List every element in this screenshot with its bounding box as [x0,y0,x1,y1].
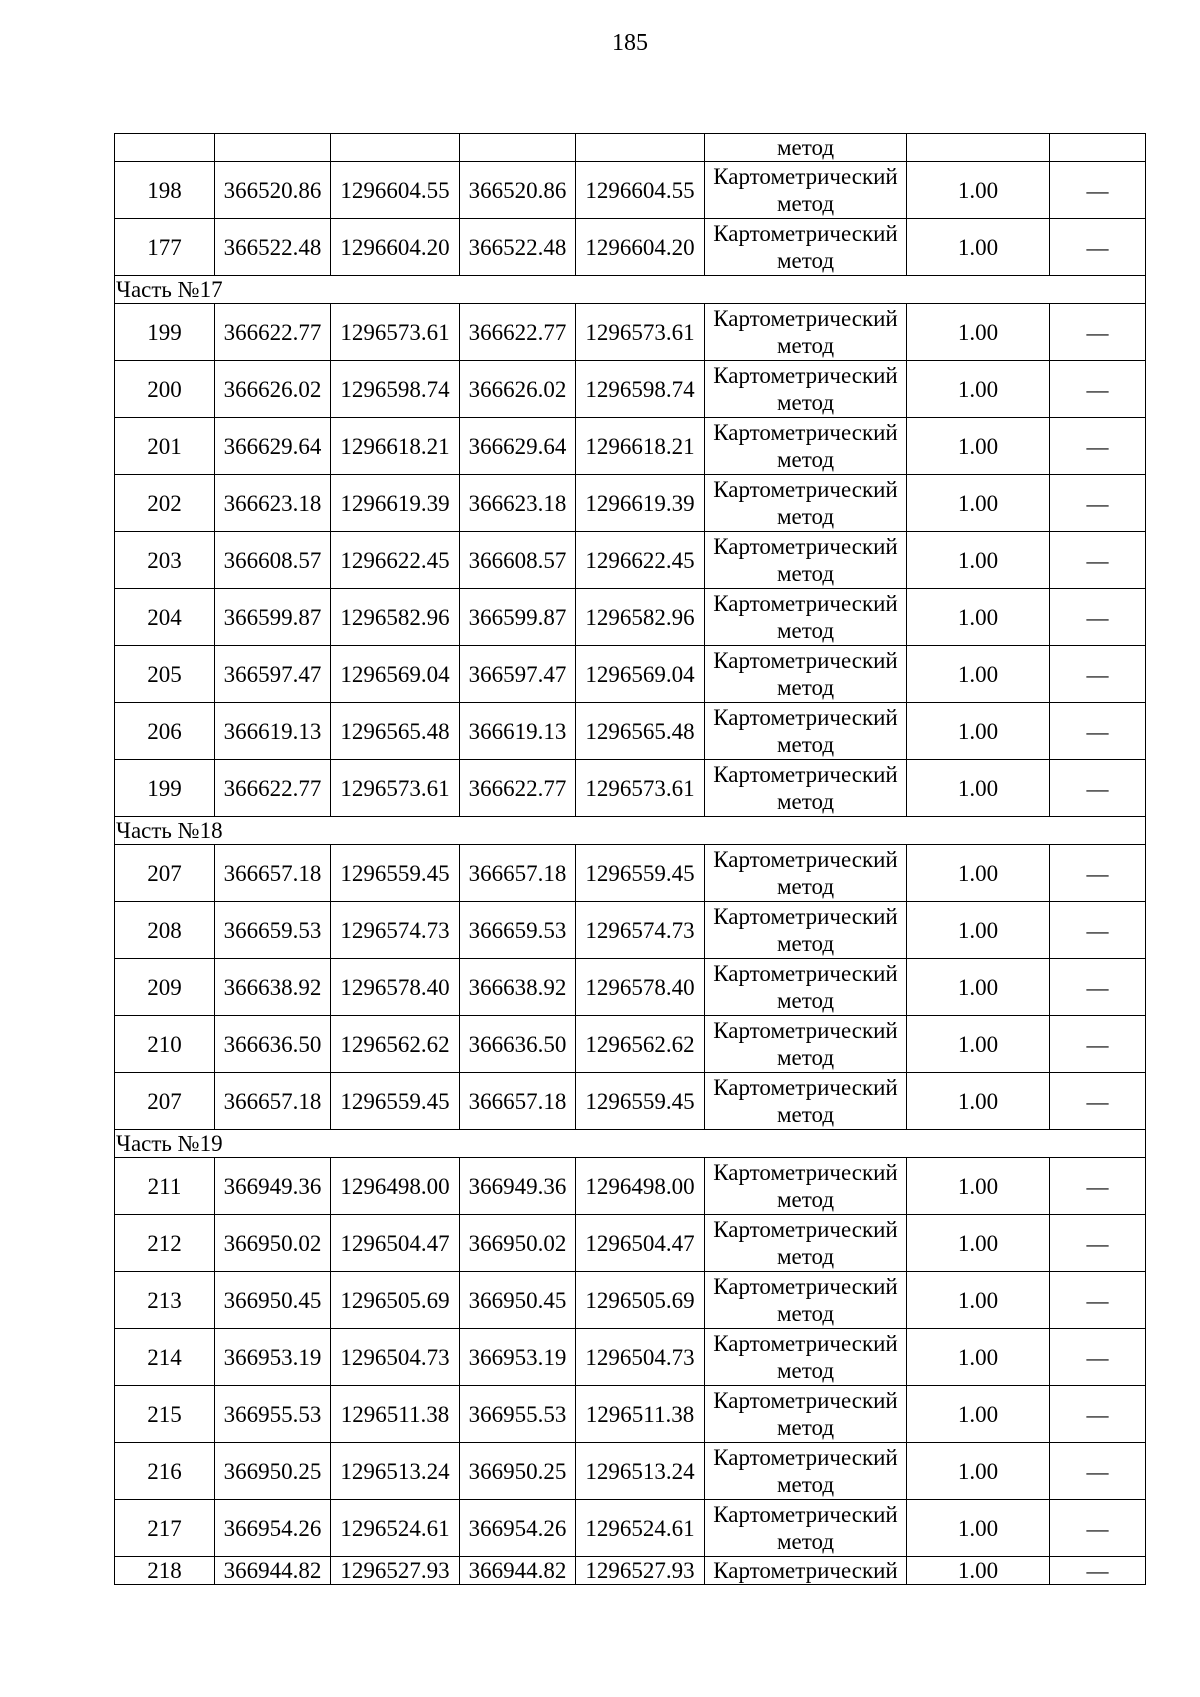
accuracy-cell: 1.00 [907,1443,1050,1500]
accuracy-cell: 1.00 [907,304,1050,361]
method-line-1: Картометрический [713,1502,898,1527]
x-new-cell: 366622.77 [460,760,576,817]
x-new-cell: 366619.13 [460,703,576,760]
x-new-cell: 366955.53 [460,1386,576,1443]
description-cell: — [1050,646,1146,703]
y-new-cell: 1296527.93 [576,1557,705,1585]
x-old-cell: 366636.50 [215,1016,331,1073]
x-new-cell: 366520.86 [460,162,576,219]
y-old-cell: 1296511.38 [331,1386,460,1443]
method-line-1: Картометрический [713,1558,898,1583]
method-line-1: Картометрический [713,847,898,872]
accuracy-cell: 1.00 [907,475,1050,532]
method-line-2: метод [776,874,835,899]
x-new-cell: 366626.02 [460,361,576,418]
description-cell: — [1050,1016,1146,1073]
x-old-cell: 366622.77 [215,304,331,361]
point-number-cell: 177 [115,219,215,276]
point-number-cell: 202 [115,475,215,532]
method-line-1: Картометрический [713,363,898,388]
description-cell: — [1050,304,1146,361]
point-number-cell: 214 [115,1329,215,1386]
description-cell: — [1050,162,1146,219]
y-new-cell: 1296504.47 [576,1215,705,1272]
table-row [115,475,1146,532]
y-old-cell: 1296527.93 [331,1557,460,1585]
y-new-cell: 1296604.20 [576,219,705,276]
description-cell: — [1050,845,1146,902]
y-old-cell: 1296513.24 [331,1443,460,1500]
y-new-cell: 1296604.55 [576,162,705,219]
method-line-2: метод [776,931,835,956]
point-number-cell: 212 [115,1215,215,1272]
method-cell [705,703,907,760]
x-new-cell: 366954.26 [460,1500,576,1557]
method-line-1: Картометрический [713,904,898,929]
method-line-2: метод [776,1415,835,1440]
method-cell [705,162,907,219]
method-cell [705,1329,907,1386]
method-line-2: метод [776,1301,835,1326]
x-old-cell: 366623.18 [215,475,331,532]
x-new-cell: 366950.25 [460,1443,576,1500]
y-new-cell: 1296524.61 [576,1500,705,1557]
x-old-cell: 366954.26 [215,1500,331,1557]
accuracy-cell: 1.00 [907,532,1050,589]
x-new-cell: 366623.18 [460,475,576,532]
x-new-cell: 366608.57 [460,532,576,589]
x-old-cell: 366619.13 [215,703,331,760]
y-new-cell: 1296565.48 [576,703,705,760]
y-new-cell: 1296559.45 [576,845,705,902]
x-old-cell: 366638.92 [215,959,331,1016]
point-number-cell: 208 [115,902,215,959]
point-number-cell: 207 [115,845,215,902]
x-old-cell: 366950.02 [215,1215,331,1272]
y-old-cell: 1296559.45 [331,1073,460,1130]
y-new-cell: 1296505.69 [576,1272,705,1329]
table-row [115,418,1146,475]
y-new-cell: 1296578.40 [576,959,705,1016]
accuracy-cell: 1.00 [907,703,1050,760]
description-cell: — [1050,1500,1146,1557]
method-line-2: метод [776,1529,835,1554]
point-number-cell: 213 [115,1272,215,1329]
y-old-cell: 1296559.45 [331,845,460,902]
x-new-cell: 366657.18 [460,1073,576,1130]
x-new-cell: 366950.02 [460,1215,576,1272]
method-line-2: метод [776,1187,835,1212]
section-header-row [115,1130,1146,1158]
method-line-1: Картометрический [713,1018,898,1043]
method-line-2: метод [776,1358,835,1383]
accuracy-cell: 1.00 [907,1329,1050,1386]
table-row [115,532,1146,589]
point-number-cell: 209 [115,959,215,1016]
method-line-1: Картометрический [713,534,898,559]
y-old-cell: 1296598.74 [331,361,460,418]
method-line-2: метод [776,988,835,1013]
table-row [115,1500,1146,1557]
y-new-cell: 1296573.61 [576,760,705,817]
description-cell: — [1050,1272,1146,1329]
section-title: Часть №17 [115,276,1146,304]
table-row [115,959,1146,1016]
method-cell [705,532,907,589]
method-line-2: метод [776,561,835,586]
description-cell: — [1050,902,1146,959]
y-old-cell: 1296573.61 [331,304,460,361]
y-old-cell: 1296622.45 [331,532,460,589]
method-line-1: Картометрический [713,1217,898,1242]
accuracy-cell: 1.00 [907,1386,1050,1443]
description-cell: — [1050,418,1146,475]
method-line-1: Картометрический [713,1160,898,1185]
description-cell: — [1050,760,1146,817]
accuracy-cell: 1.00 [907,1158,1050,1215]
description-cell: — [1050,1158,1146,1215]
table-row [115,1386,1146,1443]
method-line-1: Картометрический [713,477,898,502]
method-cell [705,589,907,646]
y-new-cell: 1296574.73 [576,902,705,959]
method-line-1: Картометрический [713,1331,898,1356]
accuracy-cell: 1.00 [907,1073,1050,1130]
table-row [115,1215,1146,1272]
y-new-cell: 1296498.00 [576,1158,705,1215]
method-cell [705,760,907,817]
description-cell: — [1050,219,1146,276]
table-row [115,1016,1146,1073]
point-number-cell: 199 [115,304,215,361]
method-line-1: Картометрический [713,762,898,787]
y-new-cell: 1296622.45 [576,532,705,589]
accuracy-cell: 1.00 [907,760,1050,817]
y-old-cell: 1296574.73 [331,902,460,959]
y-new-cell: 1296511.38 [576,1386,705,1443]
table-row [115,219,1146,276]
x-old-cell: 366629.64 [215,418,331,475]
description-cell: — [1050,1329,1146,1386]
point-number-cell: 200 [115,361,215,418]
accuracy-cell: 1.00 [907,1272,1050,1329]
y-new-cell: 1296582.96 [576,589,705,646]
y-old-cell: 1296569.04 [331,646,460,703]
x-old-cell: 366659.53 [215,902,331,959]
accuracy-cell: 1.00 [907,418,1050,475]
y-old-cell: 1296504.73 [331,1329,460,1386]
x-old-cell: 366626.02 [215,361,331,418]
y-old-cell: 1296504.47 [331,1215,460,1272]
table-row [115,1557,1146,1585]
point-number-cell: 211 [115,1158,215,1215]
x-old-cell: 366955.53 [215,1386,331,1443]
point-number-cell: 206 [115,703,215,760]
method-cell [705,845,907,902]
accuracy-cell: 1.00 [907,902,1050,959]
x-new-cell: 366636.50 [460,1016,576,1073]
table-cell [576,134,705,162]
method-cell [705,1386,907,1443]
continuation-row [115,134,1146,162]
point-number-cell: 215 [115,1386,215,1443]
x-new-cell: 366950.45 [460,1272,576,1329]
description-cell: — [1050,1386,1146,1443]
method-line-1: Картометрический [713,306,898,331]
y-new-cell: 1296513.24 [576,1443,705,1500]
x-new-cell: 366622.77 [460,304,576,361]
y-old-cell: 1296604.55 [331,162,460,219]
y-new-cell: 1296569.04 [576,646,705,703]
x-old-cell: 366608.57 [215,532,331,589]
table-row [115,304,1146,361]
method-cell [705,902,907,959]
accuracy-cell: 1.00 [907,1215,1050,1272]
point-number-cell: 210 [115,1016,215,1073]
x-old-cell: 366944.82 [215,1557,331,1585]
section-header-row [115,276,1146,304]
accuracy-cell: 1.00 [907,361,1050,418]
y-new-cell: 1296504.73 [576,1329,705,1386]
description-cell: — [1050,1443,1146,1500]
x-old-cell: 366657.18 [215,845,331,902]
method-cell [705,959,907,1016]
method-line-1: Картометрический [713,1075,898,1100]
method-line-1: Картометрический [713,591,898,616]
table-row [115,902,1146,959]
description-cell: — [1050,959,1146,1016]
accuracy-cell: 1.00 [907,162,1050,219]
description-cell: — [1050,589,1146,646]
table-row [115,361,1146,418]
x-old-cell: 366520.86 [215,162,331,219]
page-number: 185 [612,30,648,56]
x-new-cell: 366657.18 [460,845,576,902]
accuracy-cell: 1.00 [907,219,1050,276]
y-new-cell: 1296573.61 [576,304,705,361]
y-new-cell: 1296559.45 [576,1073,705,1130]
table-row [115,1158,1146,1215]
accuracy-cell: 1.00 [907,1557,1050,1585]
method-cell: метод [705,134,907,162]
point-number-cell: 218 [115,1557,215,1585]
table-cell [115,134,215,162]
x-old-cell: 366953.19 [215,1329,331,1386]
description-cell: — [1050,1073,1146,1130]
x-old-cell: 366949.36 [215,1158,331,1215]
accuracy-cell: 1.00 [907,959,1050,1016]
accuracy-cell: 1.00 [907,589,1050,646]
x-new-cell: 366597.47 [460,646,576,703]
x-new-cell: 366953.19 [460,1329,576,1386]
y-old-cell: 1296524.61 [331,1500,460,1557]
table-cell [331,134,460,162]
method-cell [705,1443,907,1500]
method-cell [705,1557,907,1585]
y-old-cell: 1296619.39 [331,475,460,532]
x-old-cell: 366522.48 [215,219,331,276]
point-number-cell: 217 [115,1500,215,1557]
description-cell: — [1050,1215,1146,1272]
method-line-1: Картометрический [713,1445,898,1470]
table-row [115,1073,1146,1130]
y-new-cell: 1296598.74 [576,361,705,418]
method-cell [705,475,907,532]
method-line-2: метод [776,1102,835,1127]
x-old-cell: 366599.87 [215,589,331,646]
table-cell [460,134,576,162]
table-row [115,845,1146,902]
x-new-cell: 366944.82 [460,1557,576,1585]
method-cell [705,646,907,703]
method-cell [705,418,907,475]
x-old-cell: 366657.18 [215,1073,331,1130]
method-line-1: Картометрический [713,705,898,730]
table-row [115,646,1146,703]
method-line-2: метод [776,390,835,415]
y-new-cell: 1296619.39 [576,475,705,532]
table-cell [215,134,331,162]
method-line-2: метод [776,1472,835,1497]
x-new-cell: 366599.87 [460,589,576,646]
description-cell: — [1050,1557,1146,1585]
point-number-cell: 198 [115,162,215,219]
table-row [115,589,1146,646]
point-number-cell: 204 [115,589,215,646]
x-new-cell: 366949.36 [460,1158,576,1215]
method-line-1: Картометрический [713,164,898,189]
method-line-2: метод [776,248,835,273]
point-number-cell: 201 [115,418,215,475]
method-line-2: метод [776,1244,835,1269]
y-old-cell: 1296573.61 [331,760,460,817]
table-row [115,760,1146,817]
y-new-cell: 1296562.62 [576,1016,705,1073]
method-cell [705,1500,907,1557]
method-line-1: Картометрический [713,1388,898,1413]
method-line-1: Картометрический [713,648,898,673]
x-old-cell: 366597.47 [215,646,331,703]
method-line-2: метод [776,191,835,216]
point-number-cell: 199 [115,760,215,817]
description-cell: — [1050,703,1146,760]
table-cell [907,134,1050,162]
table-row [115,162,1146,219]
x-new-cell: 366629.64 [460,418,576,475]
table-row [115,1272,1146,1329]
method-line-2: метод [776,333,835,358]
x-old-cell: 366622.77 [215,760,331,817]
method-cell [705,304,907,361]
accuracy-cell: 1.00 [907,646,1050,703]
method-cell [705,1016,907,1073]
description-cell: — [1050,532,1146,589]
method-line-2: метод [776,789,835,814]
x-old-cell: 366950.45 [215,1272,331,1329]
section-title: Часть №18 [115,817,1146,845]
method-cell [705,1158,907,1215]
table-row [115,1329,1146,1386]
section-title: Часть №19 [115,1130,1146,1158]
point-number-cell: 205 [115,646,215,703]
y-old-cell: 1296578.40 [331,959,460,1016]
accuracy-cell: 1.00 [907,845,1050,902]
method-line-2: метод [776,732,835,757]
y-old-cell: 1296565.48 [331,703,460,760]
coordinates-table [114,133,1146,1585]
x-old-cell: 366950.25 [215,1443,331,1500]
method-cell [705,1272,907,1329]
x-new-cell: 366522.48 [460,219,576,276]
method-line-1: Картометрический [713,420,898,445]
method-cell [705,1073,907,1130]
method-line-1: Картометрический [713,1274,898,1299]
method-line-2: метод [776,675,835,700]
y-old-cell: 1296505.69 [331,1272,460,1329]
accuracy-cell: 1.00 [907,1500,1050,1557]
method-line-2: метод [776,447,835,472]
table-cell [1050,134,1146,162]
table-row [115,1443,1146,1500]
method-cell [705,361,907,418]
method-line-1: Картометрический [713,961,898,986]
y-new-cell: 1296618.21 [576,418,705,475]
x-new-cell: 366638.92 [460,959,576,1016]
method-line-2: метод [776,1045,835,1070]
y-old-cell: 1296604.20 [331,219,460,276]
description-cell: — [1050,361,1146,418]
method-line-2: метод [776,618,835,643]
point-number-cell: 203 [115,532,215,589]
y-old-cell: 1296562.62 [331,1016,460,1073]
point-number-cell: 207 [115,1073,215,1130]
y-old-cell: 1296618.21 [331,418,460,475]
point-number-cell: 216 [115,1443,215,1500]
method-cell [705,219,907,276]
method-line-1: Картометрический [713,221,898,246]
y-old-cell: 1296582.96 [331,589,460,646]
method-line-2: метод [776,504,835,529]
description-cell: — [1050,475,1146,532]
x-new-cell: 366659.53 [460,902,576,959]
table-row [115,703,1146,760]
y-old-cell: 1296498.00 [331,1158,460,1215]
section-header-row [115,817,1146,845]
accuracy-cell: 1.00 [907,1016,1050,1073]
method-cell [705,1215,907,1272]
